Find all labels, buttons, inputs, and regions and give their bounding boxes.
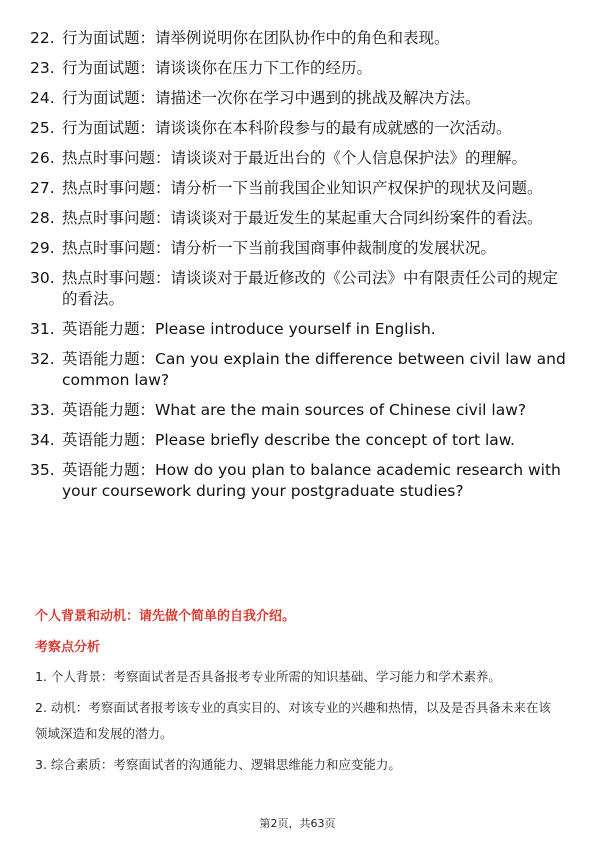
question-number: 26.	[30, 149, 55, 167]
question-number: 33.	[30, 401, 55, 419]
list-item	[30, 268, 570, 310]
analysis-heading: 考察点分析	[35, 640, 101, 655]
question-text: 热点时事问题：请谈谈对于最近发生的某起重大合同纠纷案件的看法。	[62, 209, 543, 227]
question-text: 热点时事问题：请谈谈对于最近修改的《公司法》中有限责任公司的规定的看法。	[62, 269, 559, 308]
list-item	[30, 238, 570, 259]
list-item	[30, 430, 570, 451]
list-item	[30, 28, 570, 49]
list-item	[30, 208, 570, 229]
list-item	[30, 148, 570, 169]
question-text: 行为面试题：请举例说明你在团队协作中的角色和表现。	[62, 29, 450, 47]
list-item	[30, 400, 570, 421]
question-text: 英语能力题：What are the main sources of Chinese civil law?	[62, 401, 527, 419]
list-item	[30, 58, 570, 79]
question-text: 英语能力题：Please introduce yourself in English.	[62, 320, 436, 338]
list-item	[30, 349, 570, 391]
list-item	[30, 319, 570, 340]
page-footer: 第2页，共63页	[259, 817, 336, 830]
question-number: 32.	[30, 350, 55, 368]
question-text: 英语能力题：Can you explain the difference between civil law and common law?	[62, 350, 566, 389]
question-number: 35.	[30, 461, 55, 479]
question-text: 英语能力题：Please briefly describe the concept of tort law.	[62, 431, 515, 449]
list-item	[30, 88, 570, 109]
question-number: 24.	[30, 89, 55, 107]
list-item: 3. 综合素质：考察面试者的沟通能力、逻辑思维能力和应变能力。	[35, 757, 401, 772]
list-item	[30, 118, 570, 139]
question-number: 22.	[30, 29, 55, 47]
question-text: 行为面试题：请谈谈你在本科阶段参与的最有成就感的一次活动。	[62, 119, 512, 137]
question-number: 25.	[30, 119, 55, 137]
question-number: 23.	[30, 59, 55, 77]
question-number: 31.	[30, 320, 55, 338]
question-text: 热点时事问题：请分析一下当前我国企业知识产权保护的现状及问题。	[62, 179, 543, 197]
question-text: 英语能力题：How do you plan to balance academic research with your coursework during your postgraduate studies?	[62, 461, 561, 500]
question-number: 30.	[30, 269, 55, 287]
list-item	[30, 460, 570, 502]
section-heading: 个人背景和动机：请先做个简单的自我介绍。	[35, 609, 296, 624]
question-number: 34.	[30, 431, 55, 449]
analysis-points	[35, 664, 560, 783]
list-item	[30, 178, 570, 199]
list-item: 2. 动机：考察面试者报考该专业的真实目的、对该专业的兴趣和热情，以及是否具备未来在该领域深造和发展的潜力。	[35, 700, 551, 741]
question-text: 热点时事问题：请谈谈对于最近出台的《个人信息保护法》的理解。	[62, 149, 528, 167]
question-number: 28.	[30, 209, 55, 227]
question-number: 27.	[30, 179, 55, 197]
question-text: 行为面试题：请描述一次你在学习中遇到的挑战及解决方法。	[62, 89, 481, 107]
list-item: 1. 个人背景：考察面试者是否具备报考专业所需的知识基础、学习能力和学术素养。	[35, 669, 501, 684]
question-number: 29.	[30, 239, 55, 257]
question-text: 行为面试题：请谈谈你在压力下工作的经历。	[62, 59, 373, 77]
question-text: 热点时事问题：请分析一下当前我国商事仲裁制度的发展状况。	[62, 239, 497, 257]
question-list	[30, 28, 570, 511]
